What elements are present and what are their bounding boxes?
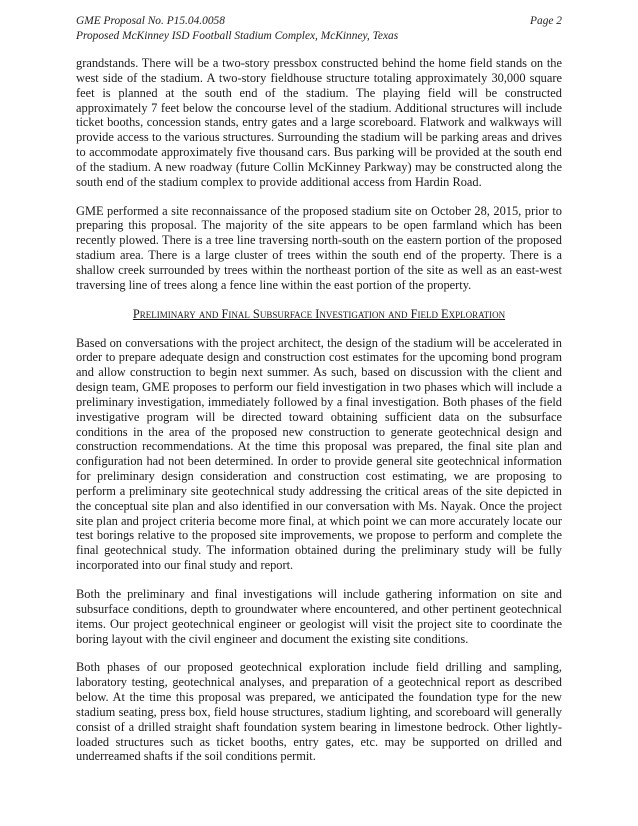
paragraph-investigation-phases: Based on conversations with the project architect, the design of the stadium will be accelerated in order to prepare adequate design and construction cost estimates for the upcoming bond program and allow construction to begin next summer. As such, based on discussion with the client and design team, GME proposes to perform our field investigation in two phases which will include a preliminary investigation, immediately followed by a final investigation. Both phases of the field investigative program will be directed toward obtaining sufficient data on the subsurface conditions in the area of the proposed new construction to generate geotechnical design and construction recommendations. At the time this proposal was prepared, the final site plan and configuration had not been determined. In order to provide general site geotechnical information for preliminary design consideration and construction cost estimating, we are proposing to perform a preliminary site geotechnical study addressing the critical areas of the site depicted in the conceptual site plan and also identified in our conversation with Ms. Nayak. Once the project site plan and project criteria become more final, at which point we can more accurately locate our test borings relative to the proposed site improvements, we propose to perform and complete the final geotechnical study. The information obtained during the preliminary study will be fully incorporated into our final study and report.	[76, 335, 562, 573]
section-heading: Preliminary and Final Subsurface Investigation and Field Exploration	[132, 306, 506, 321]
project-title: Proposed McKinney ISD Football Stadium Complex, McKinney, Texas	[76, 30, 399, 42]
document-body	[76, 56, 562, 764]
page-number: Page 2	[530, 15, 562, 27]
paragraph-project-description: grandstands. There will be a two-story pressbox constructed behind the home field stands on the west side of the stadium. A two-story fieldhouse structure totaling approximately 30,000 square feet is planned at the south end of the stadium. The playing field will be constructed approximately 7 feet below the concourse level of the stadium. Additional structures will include ticket booths, concession stands, entry gates and a large scoreboard. Flatwork and walkways will provide access to the various structures. Surrounding the stadium will be parking areas and drives to accommodate approximately five thousand cars. Bus parking will be provided at the south end of the stadium. A new roadway (future Collin McKinney Parkway) may be constructed along the south end of the stadium complex to provide additional access from Hardin Road.	[76, 56, 562, 189]
proposal-number: GME Proposal No. P15.04.0058	[76, 15, 225, 27]
page-header	[76, 14, 562, 44]
paragraph-investigation-scope: Both the preliminary and final investigations will include gathering information on site and subsurface conditions, depth to groundwater where encountered, and other pertinent geotechnical items. Our project geotechnical engineer or geologist will visit the project site to coordinate the boring layout with the civil engineer and document the existing site conditions.	[76, 587, 562, 646]
paragraph-site-reconnaissance: GME performed a site reconnaissance of the proposed stadium site on October 28, 2015, prior to preparing this proposal. The majority of the site appears to be open farmland which has been recently plowed. There is a tree line traversing north-south on the eastern portion of the proposed stadium area. There is a large cluster of trees within the south end of the property. There is a shallow creek surrounded by trees within the northeast portion of the site as well as an east-west traversing line of trees along a fence line within the east portion of the property.	[76, 203, 562, 292]
paragraph-exploration-details: Both phases of our proposed geotechnical exploration include field drilling and sampling, laboratory testing, geotechnical analyses, and preparation of a geotechnical report as described below. At the time this proposal was prepared, we anticipated the foundation type for the new stadium seating, press box, field house structures, stadium lighting, and scoreboard will generally consist of a drilled straight shaft foundation system bearing in limestone bedrock. Other lightly-loaded structures such as ticket booths, entry gates, etc. may be supported on drilled and underreamed shafts if the soil conditions permit.	[76, 660, 562, 764]
